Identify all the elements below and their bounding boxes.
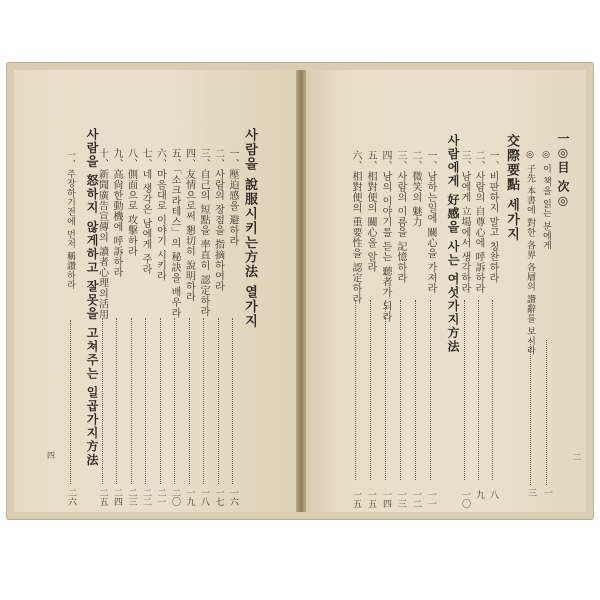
leader-dots (160, 318, 161, 484)
toc-entry: 二、微笑의 魅力 (410, 150, 421, 228)
toc-entry: 一、비판하지 말고 칭찬하라 (487, 150, 498, 284)
toc-entry: ◎ 이 책을 읽는 분에게 (541, 150, 551, 250)
toc-entry: 十、新聞廣告宣傳의 讀者心理의活用 (96, 148, 108, 320)
toc-entry: 一、남하는일에 關心을 가져라 (425, 150, 436, 294)
leader-dots (478, 300, 479, 480)
toc-entry: 九、高尙한動機에 呼訴하라 (111, 148, 122, 278)
leader-dots (131, 318, 132, 484)
left-folio: 四 (47, 451, 55, 460)
toc-page-number: 一五 (351, 490, 361, 508)
right-folio: 二 (573, 453, 581, 462)
toc-page-number: 二〇 (170, 488, 180, 506)
leader-dots (546, 340, 547, 485)
right-heading-impression: 사람에게 好感을 사는 여섯가지方法 (446, 134, 460, 354)
toc-entry: ◎ 子先 本書에 對한 各界 各層의 讚辭를 보시라 (525, 150, 535, 356)
toc-entry: 四、友情으로써 懇切히 說明하라 (183, 148, 195, 303)
toc-entry: 三、自己의 短點을 率直히 認定하라 (198, 148, 209, 317)
leader-dots (530, 340, 531, 485)
toc-page-number: 三 (526, 488, 536, 497)
leader-dots (430, 300, 431, 480)
toc-page-number: 一二 (411, 490, 421, 508)
toc-entry: 一、壓迫感을 避하라 (227, 148, 238, 247)
toc-page-number: 一八 (199, 488, 209, 506)
left-heading-correct: 사람을 怒하지 않게하고 잘못을 고쳐주는 일곱가지方法 (85, 128, 99, 467)
toc-page-number: 九 (474, 490, 484, 499)
toc-page-number: 一六 (228, 488, 238, 506)
leader-dots (116, 318, 117, 484)
right-heading-social: 交際要點 세가지 (504, 134, 519, 242)
toc-entry: 七、네 생각은 남에게 주라 (140, 148, 151, 275)
leader-dots (464, 300, 465, 480)
left-heading-persuade: 사람을 說服시키는方法 열가지 (242, 128, 257, 329)
leader-dots (400, 300, 401, 480)
toc-entry: 八、側面으로 攻擊하라 (125, 148, 137, 257)
toc-page-number: 一一 (426, 490, 436, 508)
toc-page-number: 八 (488, 490, 498, 499)
toc-page-number: 二六 (66, 488, 76, 506)
toc-page-number: 一三 (396, 490, 406, 508)
leader-dots (70, 320, 71, 484)
leader-dots (218, 318, 219, 484)
leader-dots (102, 318, 103, 484)
toc-page-number: 二一 (155, 488, 166, 506)
leader-dots (174, 318, 175, 484)
leader-dots (415, 300, 416, 480)
toc-page-number: 二四 (112, 488, 122, 506)
toc-entry: 四、남의 이야기를 듣는 聽者가 되라 (380, 150, 391, 323)
leader-dots (189, 318, 190, 484)
book-gutter (296, 70, 306, 512)
leader-dots (385, 300, 386, 480)
toc-page-number: 一九 (184, 488, 195, 506)
toc-entry: 五、「소크라테스」의 秘訣을 배우라 (169, 148, 180, 319)
leader-dots (145, 318, 146, 484)
toc-page-number: 一四 (381, 490, 391, 508)
leader-dots (203, 318, 204, 484)
toc-page-number: 一五 (366, 490, 376, 508)
toc-entry: 二、사람의 장점을 指摘하여라 (212, 148, 224, 292)
toc-entry: 二、사람의 自尊心에 呼訴하라 (473, 150, 484, 294)
toc-page-number: 二二 (141, 488, 151, 506)
toc-title: 一◎目 次◎ (556, 132, 570, 210)
toc-entry: 三、남에게 立場에서 생각하라 (459, 150, 470, 294)
toc-entry: 五、相對便의 關心을 알라 (365, 150, 376, 273)
toc-entry: 六、相對便의 重要性을 認定하라 (350, 150, 361, 305)
leader-dots (232, 318, 233, 484)
leader-dots (355, 300, 356, 480)
leader-dots (370, 300, 371, 480)
toc-page-number: 二五 (97, 488, 108, 506)
toc-page-number: 一 (542, 488, 552, 497)
toc-entry: 一、주장하기전에 먼저 稱讚하라 (65, 150, 75, 290)
toc-entry: 六、마음대로 이야기 시키라 (154, 148, 166, 282)
toc-page-number: 一七 (213, 488, 224, 506)
toc-page-number: 一〇 (460, 490, 470, 508)
toc-page-number: 二三 (126, 488, 137, 506)
toc-entry: 三、사람의 이름을 記憶하라 (395, 150, 406, 284)
leader-dots (492, 300, 493, 480)
